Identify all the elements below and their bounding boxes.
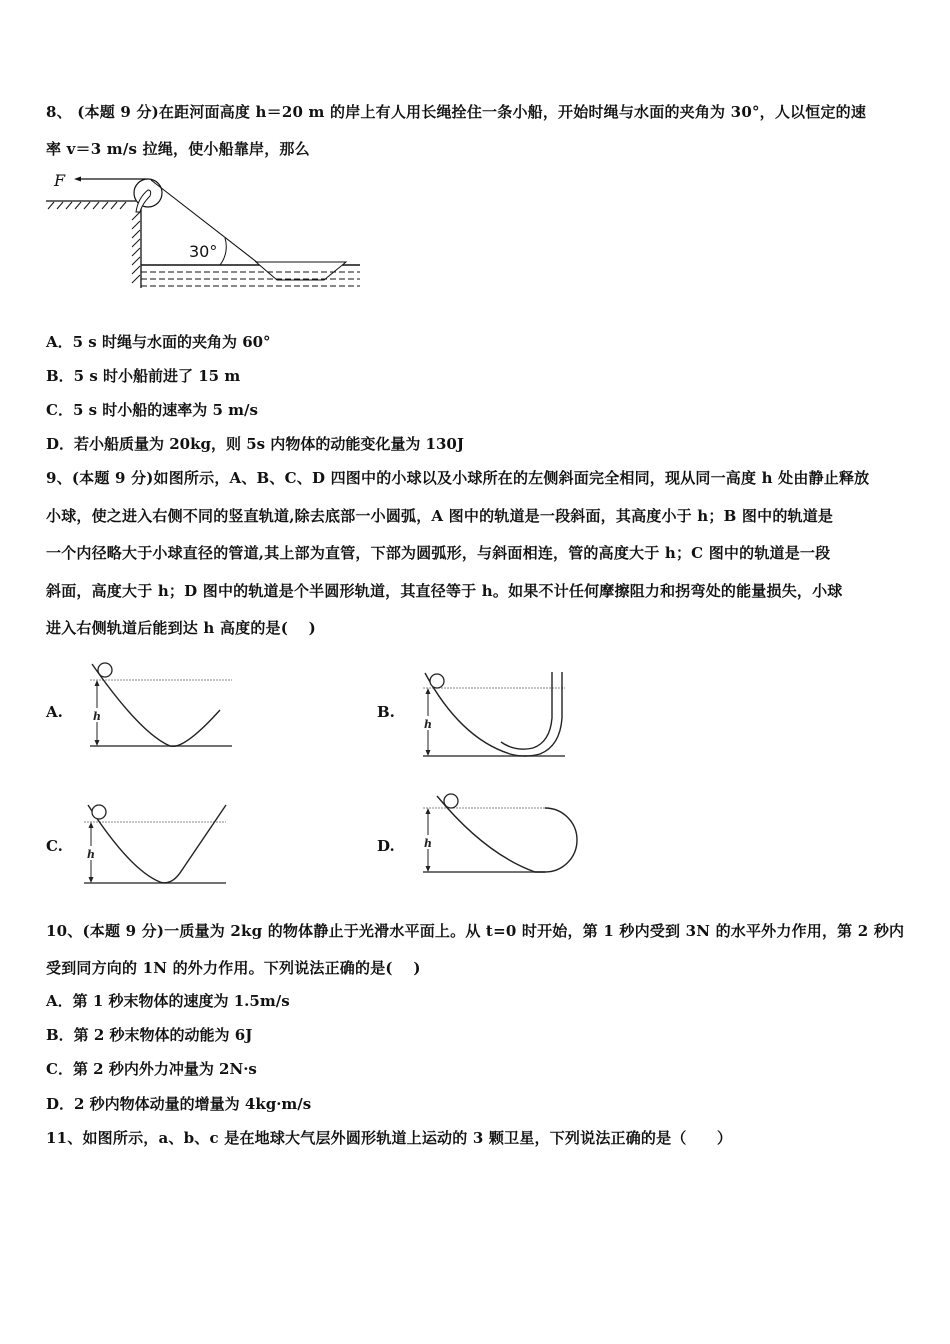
q9-stem-line5: 进入右侧轨道后能到达 h 高度的是( ) [46,619,316,637]
q9-figure-d [415,792,585,877]
q9-stem-line2: 小球，使之进入右侧不同的竖直轨道,除去底部一小圆弧，A 图中的轨道是一段斜面，其高度小于 h；B 图中的轨道是 [46,507,834,525]
q9-figure-c [80,800,240,890]
q9-stem-line3: 一个内径略大于小球直径的管道,其上部为直管，下部为圆弧形，与斜面相连，管的高度大于 h；C 图中的轨道是一段 [46,544,831,562]
q9-stem-line4: 斜面，高度大于 h；D 图中的轨道是个半圆形轨道，其直径等于 h。如果不计任何摩擦阻力和拐弯处的能量损失，小球 [46,582,843,600]
q10-stem-line2: 受到同方向的 1N 的外力作用。下列说法正确的是( ) [46,959,421,977]
q9-figure-b [415,668,575,763]
ball-icon [444,794,458,808]
q10-option-c: C．第 2 秒内外力冲量为 2N·s [46,1060,257,1078]
q10-option-b: B．第 2 秒末物体的动能为 6J [46,1026,253,1044]
q8-figure-boat-rope [44,168,364,293]
svg-text:h: h [87,848,95,861]
q8-option-b: B．5 s 时小船前进了 15 m [46,367,241,385]
q8-option-a: A．5 s 时绳与水面的夹角为 60° [46,333,271,351]
q8-option-c: C．5 s 时小船的速率为 5 m/s [46,401,258,419]
q10-stem-line1: 10、(本题 9 分)一质量为 2kg 的物体静止于光滑水平面上。从 t=0 时开始，第 1 秒内受到 3N 的水平外力作用，第 2 秒内 [46,922,905,940]
ball-icon [92,805,106,819]
ball-icon [98,663,112,677]
svg-text:h: h [424,718,432,731]
q9-figure-a [80,658,240,753]
q8-stem-line2: 率 v＝3 m/s 拉绳，使小船靠岸，那么 [46,140,310,158]
svg-text:h: h [424,837,432,850]
q10-option-d: D．2 秒内物体动量的增量为 4kg·m/s [46,1095,312,1113]
arrow-left-icon [74,177,81,182]
ball-icon [430,674,444,688]
q11-stem: 11、如图所示，a、b、c 是在地球大气层外圆形轨道上运动的 3 颗卫星，下列说法正确的是（ ） [46,1129,733,1147]
q8-option-d: D．若小船质量为 20kg，则 5s 内物体的动能变化量为 130J [46,435,464,453]
q8-angle-label: 30° [189,242,218,261]
q9-figure-c-label: C. [46,837,63,855]
q9-stem-line1: 9、(本题 9 分)如图所示，A、B、C、D 四图中的小球以及小球所在的左侧斜面完全相同，现从同一高度 h 处由静止释放 [46,469,870,487]
q9-figure-b-label: B. [377,703,395,721]
boat-icon [256,262,346,280]
q8-force-label: F [54,171,66,190]
q10-option-a: A．第 1 秒末物体的速度为 1.5m/s [46,992,290,1010]
q9-figure-d-label: D. [377,837,395,855]
q8-stem-line1: 8、 (本题 9 分)在距河面高度 h＝20 m 的岸上有人用长绳拴住一条小船，开始时绳与水面的夹角为 30°，人以恒定的速 [46,103,867,121]
q9-figure-a-label: A. [46,703,63,721]
svg-text:h: h [93,710,101,723]
